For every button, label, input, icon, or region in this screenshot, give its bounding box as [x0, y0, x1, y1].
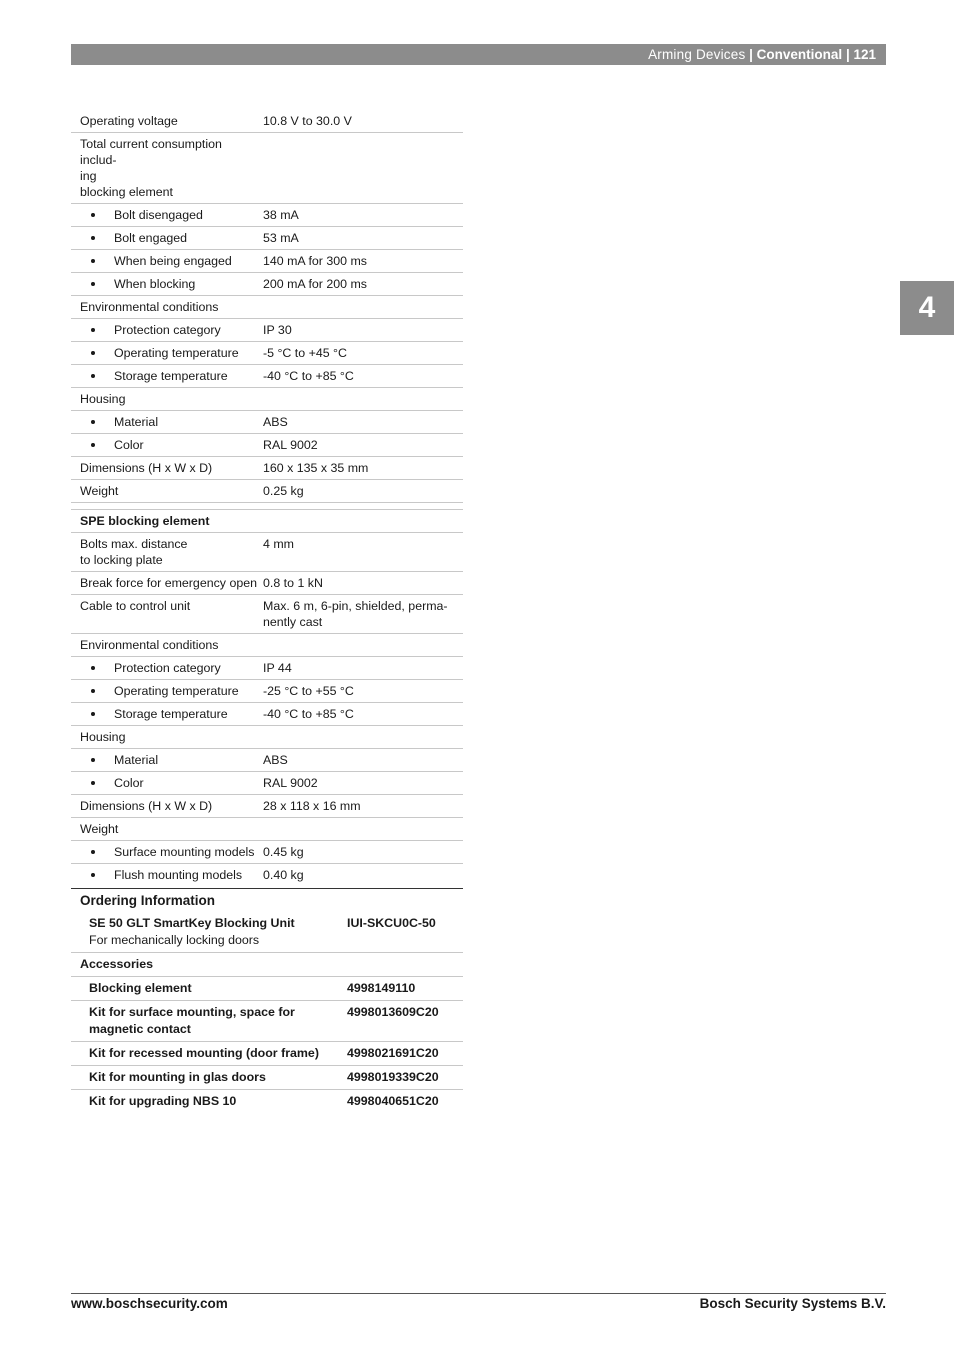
spec-row [71, 319, 463, 342]
spec-row [71, 110, 463, 133]
spec-row [71, 795, 463, 818]
spec-row [71, 595, 463, 634]
spec-label: Protection category [71, 322, 263, 338]
spec-row [71, 509, 463, 533]
accessories-list [71, 977, 463, 1113]
spec-row [71, 480, 463, 503]
spec-value: 160 x 135 x 35 mm [263, 461, 369, 475]
accessory-name: Kit for surface mounting, space for magnetic contact [89, 1005, 295, 1036]
spec-value: -40 °C to +85 °C [263, 369, 354, 383]
accessory-code: 4998149110 [347, 981, 416, 995]
accessory-name: Kit for upgrading NBS 10 [89, 1094, 237, 1108]
chapter-tab[interactable]: 4 [900, 281, 954, 335]
spec-value: -5 °C to +45 °C [263, 346, 347, 360]
accessory-code: 4998013609C20 [347, 1005, 439, 1019]
accessory-name: Kit for recessed mounting (door frame) [89, 1046, 319, 1060]
spec-row [71, 273, 463, 296]
spec-label: Housing [80, 730, 126, 744]
spec-row [71, 434, 463, 457]
spec-label: Material [71, 752, 263, 768]
accessory-row [71, 1042, 463, 1066]
spec-value: IP 44 [263, 661, 292, 675]
header-chapter: Conventional [756, 47, 843, 62]
spec-value: IP 30 [263, 323, 292, 337]
spec-row [71, 204, 463, 227]
footer-company: Bosch Security Systems B.V. [699, 1296, 886, 1311]
spec-row [71, 342, 463, 365]
spec-label: SPE blocking element [80, 514, 210, 528]
spec-row [71, 572, 463, 595]
spec-value: -25 °C to +55 °C [263, 684, 354, 698]
spec-label: Dimensions (H x W x D) [80, 461, 213, 475]
spec-label: Color [71, 437, 263, 453]
spec-row [71, 818, 463, 841]
header-section: Arming Devices [648, 47, 746, 62]
spec-value [263, 821, 463, 837]
spec-row [71, 772, 463, 795]
spec-label: Storage temperature [71, 706, 263, 722]
spec-label: Bolts max. distance to locking plate [80, 537, 188, 567]
spec-value [263, 391, 463, 407]
ordering-information-table [71, 888, 463, 1113]
page-header-bar [71, 44, 886, 65]
spec-value: Max. 6 m, 6-pin, shielded, perma- nently cast [263, 599, 448, 629]
spec-value: 28 x 118 x 16 mm [263, 799, 361, 813]
ordering-title: Ordering Information [80, 893, 215, 908]
accessory-row [71, 977, 463, 1001]
spec-value: 140 mA for 300 ms [263, 254, 367, 268]
header-separator: | [842, 47, 854, 62]
spec-label: Operating temperature [71, 683, 263, 699]
spec-label: Operating temperature [71, 345, 263, 361]
spec-label: Surface mounting models [71, 844, 263, 860]
spec-row [71, 657, 463, 680]
spec-label: Protection category [71, 660, 263, 676]
spec-value: ABS [263, 415, 288, 429]
product-name-cell [71, 915, 347, 949]
spec-value: RAL 9002 [263, 438, 318, 452]
page-number: 121 [853, 47, 876, 62]
spec-value: 0.8 to 1 kN [263, 576, 323, 590]
accessory-row [71, 1066, 463, 1090]
spec-row [71, 411, 463, 434]
product-code: IUI-SKCU0C-50 [347, 916, 436, 930]
spec-value: 0.25 kg [263, 484, 304, 498]
spec-value: 0.45 kg [263, 845, 304, 859]
spec-row [71, 533, 463, 572]
spec-value: 0.40 kg [263, 868, 304, 882]
spec-value: ABS [263, 753, 288, 767]
spec-value [263, 729, 463, 745]
spec-label: Housing [80, 392, 126, 406]
spec-row [71, 864, 463, 886]
spec-value: 38 mA [263, 208, 299, 222]
spec-value [263, 637, 463, 653]
spec-row [71, 388, 463, 411]
product-description: For mechanically locking doors [89, 933, 260, 947]
spec-label: Total current consumption includ- ing blocking element [80, 137, 222, 199]
spec-row [71, 749, 463, 772]
spec-label: Material [71, 414, 263, 430]
spec-row [71, 133, 463, 204]
spec-value: 53 mA [263, 231, 299, 245]
spec-row [71, 365, 463, 388]
spec-label: Environmental conditions [80, 638, 219, 652]
accessory-code: 4998021691C20 [347, 1046, 439, 1060]
spec-label: Flush mounting models [71, 867, 263, 883]
accessory-code: 4998040651C20 [347, 1094, 439, 1108]
spec-label: Operating voltage [80, 114, 178, 128]
spec-label: Storage temperature [71, 368, 263, 384]
spec-value: RAL 9002 [263, 776, 318, 790]
spec-value [263, 136, 463, 200]
accessory-name: Kit for mounting in glas doors [89, 1070, 266, 1084]
accessory-row [71, 1090, 463, 1113]
spec-row [71, 227, 463, 250]
spec-row [71, 726, 463, 749]
spec-row [71, 250, 463, 273]
spec-label: Color [71, 775, 263, 791]
spec-value: 200 mA for 200 ms [263, 277, 367, 291]
spec-row [71, 703, 463, 726]
spec-label: Dimensions (H x W x D) [80, 799, 213, 813]
spec-value [263, 299, 463, 315]
product-row [71, 912, 463, 953]
product-name: SE 50 GLT SmartKey Blocking Unit [89, 916, 295, 930]
spec-label: Bolt engaged [71, 230, 263, 246]
spec-label: When being engaged [71, 253, 263, 269]
spec-value: 4 mm [263, 537, 294, 551]
spec-label: Environmental conditions [80, 300, 219, 314]
spec-row [71, 296, 463, 319]
spec-label: Cable to control unit [80, 599, 191, 613]
footer-website[interactable]: www.boschsecurity.com [71, 1296, 228, 1311]
spec-label: Bolt disengaged [71, 207, 263, 223]
spec-value: 10.8 V to 30.0 V [263, 114, 352, 128]
accessory-name: Blocking element [89, 981, 192, 995]
accessory-row [71, 1001, 463, 1042]
header-separator: | [745, 47, 757, 62]
spec-row [71, 841, 463, 864]
footer-divider [71, 1293, 886, 1294]
spec-row [71, 457, 463, 480]
accessories-heading: Accessories [71, 953, 463, 977]
spec-row [71, 680, 463, 703]
spec-value [263, 513, 463, 529]
spec-label: Weight [80, 484, 119, 498]
spec-label: Weight [80, 822, 119, 836]
spec-value: -40 °C to +85 °C [263, 707, 354, 721]
specifications-table [71, 110, 463, 886]
accessory-code: 4998019339C20 [347, 1070, 439, 1084]
spec-row [71, 634, 463, 657]
spec-label: When blocking [71, 276, 263, 292]
spec-label: Break force for emergency open [80, 576, 258, 590]
